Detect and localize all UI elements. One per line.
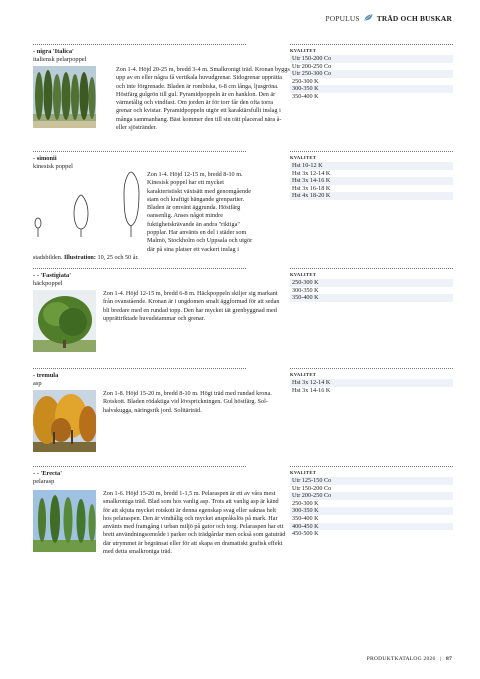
spec-row: 300-350 K bbox=[290, 85, 453, 93]
spec-header: KVALITET bbox=[290, 48, 317, 53]
catalog-title: PRODUKTKATALOG 2026 bbox=[366, 656, 436, 662]
plant-entry bbox=[33, 268, 453, 368]
spec-row: Utr 125-150 Co bbox=[290, 477, 453, 485]
spec-table bbox=[290, 48, 453, 101]
spec-row: 250-300 K bbox=[292, 77, 319, 85]
plant-entry bbox=[33, 151, 453, 266]
spec-row: 350-400 K bbox=[292, 92, 319, 100]
plant-common-name: häckpoppel bbox=[33, 279, 63, 287]
spec-row: Hst 4x 18-20 K bbox=[290, 192, 453, 200]
page-number: 87 bbox=[446, 656, 452, 662]
divider bbox=[290, 44, 453, 45]
spec-row: Utr 200-250 Co bbox=[290, 492, 453, 500]
plant-description: Zon 1-4. Höjd 20-25 m, bredd 3-4 m. Smalkronigt träd. Kronan byggs upp av en eller några få vertikala huvudgrenar. Sidogrenar upprätta och inte förgrenade. Bladen är rombiska, 6-8 cm långa, ljusgröna. Höstfärg gulgrön till gul. Pyramidpoppeln är en hanklon. Den är värmetålig och vindfast. Om jorden är för torr får den ofta torra grenar och kvistar. Pyramidpoppeln utgör ett karaktärsfullt inslag i många sammanhang. Bäst kommer den till sin rätt placerad nära å- eller sjöstränder. bbox=[116, 66, 290, 132]
plant-name: - - 'Erecta' bbox=[33, 470, 62, 477]
spec-row: Hst 3x 14-16 K bbox=[290, 177, 453, 185]
spec-header: KVALITET bbox=[290, 372, 317, 377]
plant-name: - simonii bbox=[33, 155, 57, 162]
spec-row: Utr 150-200 Co bbox=[292, 484, 332, 492]
divider bbox=[33, 151, 246, 152]
spec-row: Utr 200-250 Co bbox=[292, 62, 332, 70]
plant-description: Zon 1-4. Höjd 12-15 m, bredd 6-8 m. Häckpoppeln skiljer sig markant från ovanstående. Kronan är i ungdomen smalt äggformad för att sedan bli bredare med en rundad topp. Den har mycket tät grenbyggnad med upprättriktade huvudstammar och grenar. bbox=[103, 290, 280, 322]
spec-row: Hst 3x 12-14 K bbox=[290, 379, 453, 387]
spec-row: Hst 3x 12-14 K bbox=[292, 169, 331, 177]
plant-photo bbox=[33, 490, 96, 552]
plant-common-name: kinesisk poppel bbox=[33, 162, 73, 170]
spec-row: 250-300 K bbox=[292, 499, 319, 507]
plant-photo bbox=[33, 290, 96, 352]
plant-entry bbox=[33, 44, 453, 149]
divider bbox=[33, 268, 246, 269]
leaf-icon bbox=[364, 14, 373, 23]
plant-name: - - 'Fastigiata' bbox=[33, 272, 71, 279]
spec-row: Hst 3x 16-18 K bbox=[292, 184, 331, 192]
plant-description-text: Zon 1-4. Höjd 12-15 m, bredd 8-10 m. Kinesisk poppel har ett mycket karakteristiskt växtsätt med genomgående stam och kraftigt hängande grenpartier. Bladen är omvänt äggrunda. Höstfärg oansenlig. Anses något mindre fuktighetskrävande än andra "riktiga" popplar. Har använts en del i städer som Malmö, Stockholm och Uppsala och utgör där på sina platser ett vackert inslag i stadsbilden. bbox=[33, 171, 253, 261]
divider bbox=[33, 44, 246, 45]
section-title: POPULUS bbox=[325, 14, 360, 23]
spec-header: KVALITET bbox=[290, 155, 317, 160]
divider bbox=[290, 151, 453, 152]
spec-row: 350-400 K bbox=[292, 514, 319, 522]
divider bbox=[290, 368, 453, 369]
plant-description: Zon 1-8. Höjd 15-20 m, bredd 8-10 m. Högt träd med rundad krona. Rotskott. Bladen rödaktiga vid lövsprickningen. Gul höstfärg. Sol-halvskugga, näringsrik jord. Solitärträd. bbox=[103, 390, 272, 414]
divider bbox=[33, 466, 246, 467]
spec-row: Utr 250-300 Co bbox=[290, 70, 453, 78]
plant-entry bbox=[33, 368, 453, 463]
illustration-value: 10, 25 och 50 år. bbox=[97, 253, 139, 261]
plant-description: Zon 1-6. Höjd 15-20 m, bredd 1-1,5 m. Pelaraspen är ett av våra mest smalkroniga träd. Blad som hos vanlig asp. Trots att vanlig asp är känd för att skjuta mycket rotskott är denna egenskap svag eller saknas helt hos pelaraspen. Den är vindtålig och mycket anspråkslös på mark. Har använts med framgång i urban miljö på gator och torg. Pelaraspen har ett brett användningsområde i parker och trädgårdar men också som gatuträd där utrymmet är begränsat eller för att skapa en dramatiskt grafisk effekt med detta smalkroniga träd. bbox=[103, 490, 286, 556]
plant-name: - tremula bbox=[33, 372, 59, 379]
page-header bbox=[325, 14, 452, 23]
plant-name: - nigra 'Italica' bbox=[33, 48, 74, 55]
plant-description bbox=[33, 171, 258, 262]
illustration-label: Illustration: bbox=[63, 253, 96, 261]
plant-common-name: asp bbox=[33, 379, 42, 387]
footer-separator: | bbox=[440, 656, 442, 662]
spec-row: 350-400 K bbox=[290, 294, 453, 302]
spec-row: 400-450 K bbox=[290, 523, 453, 531]
category-title: TRÄD OCH BUSKAR bbox=[376, 14, 452, 23]
spec-table bbox=[290, 155, 453, 200]
divider bbox=[290, 268, 453, 269]
spec-row: 300-350 K bbox=[290, 507, 453, 515]
plant-photo bbox=[33, 390, 96, 452]
page-footer bbox=[367, 656, 452, 662]
spec-header: KVALITET bbox=[290, 470, 317, 475]
spec-row: Hst 3x 14-16 K bbox=[292, 386, 331, 394]
divider bbox=[33, 368, 246, 369]
plant-common-name: pelarasp bbox=[33, 477, 55, 485]
plant-photo bbox=[33, 66, 96, 128]
plant-entry bbox=[33, 466, 453, 596]
spec-header: KVALITET bbox=[290, 272, 317, 277]
spec-table bbox=[290, 272, 453, 302]
spec-row: Hst 10-12 K bbox=[290, 162, 453, 170]
divider bbox=[290, 466, 453, 467]
spec-table bbox=[290, 470, 453, 538]
spec-row: Utr 150-200 Co bbox=[290, 55, 453, 63]
spec-row: 300-350 K bbox=[292, 286, 319, 294]
spec-row: 250-300 K bbox=[290, 279, 453, 287]
spec-table bbox=[290, 372, 453, 394]
spec-row: 450-500 K bbox=[292, 530, 319, 538]
plant-common-name: italiensk pelarpoppel bbox=[33, 55, 87, 63]
